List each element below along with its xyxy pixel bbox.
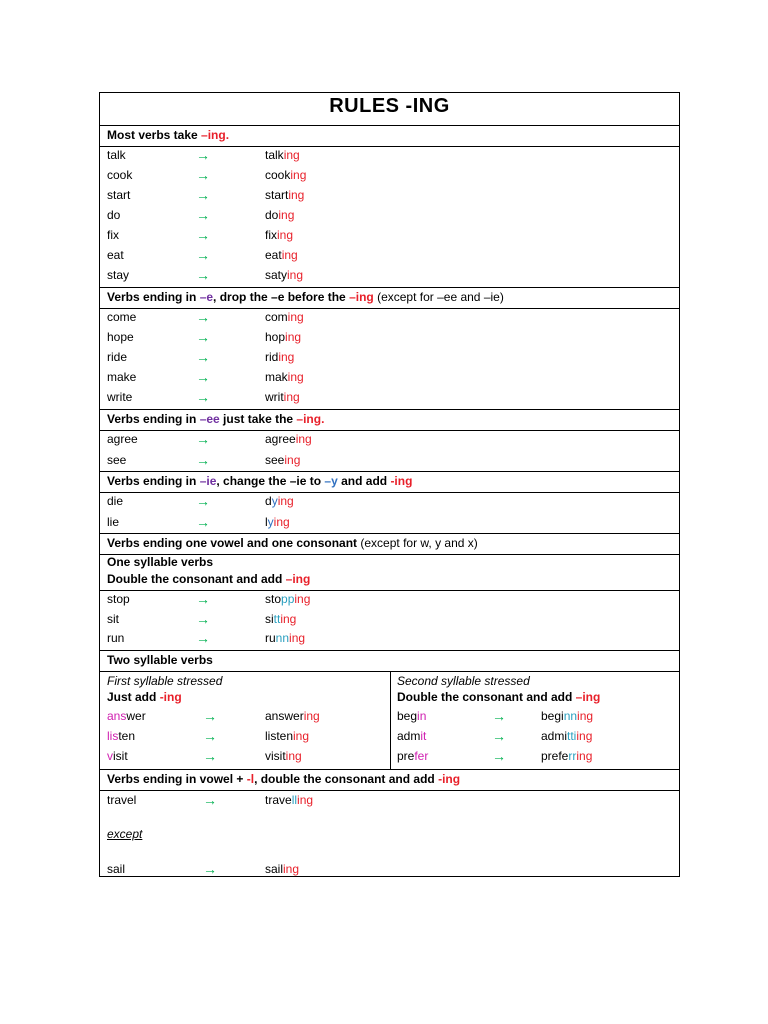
one-syllable-label: One syllable verbs: [107, 555, 214, 569]
arrow-icon: →: [203, 792, 217, 808]
arrow-icon: →: [196, 591, 210, 607]
divider: [100, 769, 679, 770]
arrow-icon: →: [196, 630, 210, 646]
one-syllable-rule: Double the consonant and add –ing: [107, 572, 311, 586]
rule-vowel-l-header: Verbs ending in vowel + -l, double the consonant and add -ing: [107, 772, 461, 786]
divider: [100, 430, 679, 431]
arrow-icon: →: [196, 329, 210, 345]
divider: [100, 471, 679, 472]
divider: [100, 650, 679, 651]
rule-ee-header: Verbs ending in –ee just take the –ing.: [107, 412, 325, 426]
second-stressed-rule: Double the consonant and add –ing: [397, 690, 601, 704]
divider: [100, 308, 679, 309]
except-label: except: [107, 827, 143, 841]
arrow-icon: →: [196, 369, 210, 385]
arrow-icon: →: [203, 861, 217, 877]
divider: [100, 790, 679, 791]
arrow-icon: →: [196, 267, 210, 283]
arrow-icon: →: [196, 247, 210, 263]
arrow-icon: →: [492, 748, 506, 764]
arrow-icon: →: [196, 514, 210, 530]
divider: [100, 409, 679, 410]
arrow-icon: →: [196, 389, 210, 405]
divider: [100, 125, 679, 126]
arrow-icon: →: [196, 349, 210, 365]
arrow-icon: →: [203, 728, 217, 744]
arrow-icon: →: [492, 728, 506, 744]
arrow-icon: →: [196, 147, 210, 163]
rule-drop-e-header: Verbs ending in –e, drop the –e before the –ing (except for –ee and –ie): [107, 290, 504, 304]
arrow-icon: →: [196, 167, 210, 183]
arrow-icon: →: [196, 207, 210, 223]
arrow-icon: →: [203, 748, 217, 764]
two-syllable-header: Two syllable verbs: [107, 653, 213, 667]
arrow-icon: →: [203, 708, 217, 724]
arrow-icon: →: [196, 611, 210, 627]
divider: [100, 533, 679, 534]
rule-most-verbs-header: Most verbs take –ing.: [107, 128, 230, 142]
arrow-icon: →: [196, 493, 210, 509]
divider: [100, 146, 679, 147]
second-stressed-label: Second syllable stressed: [397, 674, 530, 688]
first-stressed-rule: Just add -ing: [107, 690, 182, 704]
arrow-icon: →: [196, 227, 210, 243]
rules-sheet: RULES -ING Most verbs take –ing. talk → talking cook → cooking start → starting do → doing fix → fixing eat → eating stay → satying Verbs ending in –e, drop the –e before the –ing (except for –ee and –ie) come → coming hope → hoping ride → riding make → making write → writing Verbs ending in –ee just take the –ing. agree → agreeing see → seeing Verbs ending in –ie, change the –ie to –y and add -ing die → dying lie → lying Verbs ending one vowel and one consonant (except for w, y and x) One syllable verbs Double the consonant and add –ing stop → stopping sit → sitting run → running Two syllable verbs First syllable stressed Just add -ing Second syllable stressed Double the consonant and add –ing answer → answering listen → listening visit → visiting begin → beginning admit → admittiing prefer → preferring Verbs ending in vowel + -l, double the consonant and add -ing travel → travelling except sail → sailing: [99, 92, 680, 877]
arrow-icon: →: [196, 431, 210, 447]
arrow-icon: →: [196, 187, 210, 203]
arrow-icon: →: [196, 309, 210, 325]
arrow-icon: →: [492, 708, 506, 724]
divider: [100, 287, 679, 288]
first-stressed-label: First syllable stressed: [107, 674, 223, 688]
arrow-icon: →: [196, 452, 210, 468]
page-title: RULES -ING: [329, 95, 450, 117]
rule-vowel-consonant-header: Verbs ending one vowel and one consonant (except for w, y and x): [107, 536, 478, 550]
column-divider: [390, 671, 391, 769]
rule-ie-header: Verbs ending in –ie, change the –ie to –y and add -ing: [107, 474, 413, 488]
divider: [100, 590, 679, 591]
divider: [100, 492, 679, 493]
